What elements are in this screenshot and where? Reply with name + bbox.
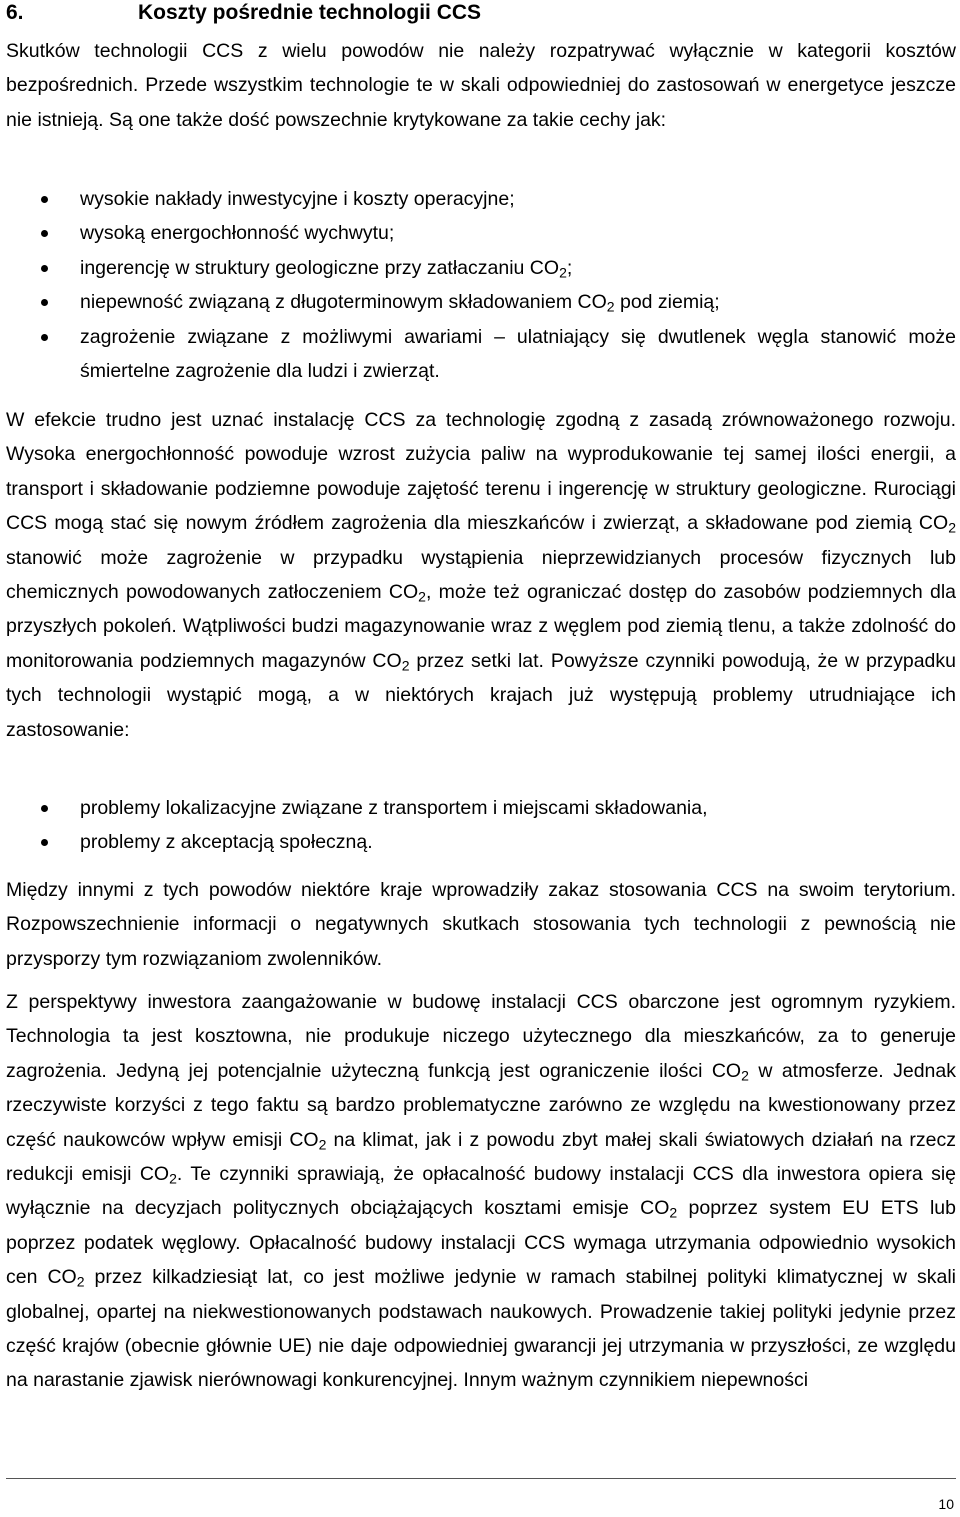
- list-item: wysokie nakłady inwestycyjne i koszty operacyjne;: [0, 182, 960, 216]
- problems-list: [0, 791, 960, 860]
- bullet-icon: [41, 839, 48, 846]
- bullet-icon: [41, 196, 48, 203]
- paragraph-investor: Z perspektywy inwestora zaangażowanie w budowę instalacji CCS obarczone jest ogromnym ryzykiem. Technologia ta jest kosztowna, nie produkuje niczego użytecznego dla mieszkańców, za to generuje zagrożenia. Jedyną jej potencjalnie użyteczną funkcją jest ograniczenie ilości $CO_2$ w atmosferze. Jednak rzeczywiste korzyści z tego faktu są bardzo problematyczne zarówno ze względu na kwestionowany przez część naukowców wpływ emisji $CO_2$ na klimat, jak i z powodu zbyt małej skali światowych działań na rzecz redukcji emisji $CO_2$. Te czynniki sprawiają, że opłacalność budowy instalacji CCS dla inwestora opiera się wyłącznie na decyzjach politycznych obciążających kosztami emisje $CO_2$ poprzez system EU ETS lub poprzez podatek węglowy. Opłacalność budowy instalacji CCS wymaga utrzymania odpowiednio wysokich cen $CO_2$ przez kilkadziesiąt lat, co jest możliwe jedynie w ramach stabilnej polityki klimatycznej w skali globalnej, opartej na niekwestionowanych podstawach naukowych. Prowadzenie takiej polityki jedynie przez część krajów (obecnie głównie UE) nie daje odpowiedniej gwarancji jej utrzymania w przyszłości, ze względu na narastanie zjawisk nierównowagi konkurencyjnej. Innym ważnym czynnikiem niepewności: [6, 991, 957, 1392]
- bullet-icon: [41, 265, 48, 272]
- footer-divider: [6, 1478, 956, 1479]
- list-item: problemy lokalizacyjne związane z transportem i miejscami składowania,: [0, 791, 960, 825]
- paragraph-effects: W efekcie trudno jest uznać instalację CCS za technologię zgodną z zasadą zrównoważonego rozwoju. Wysoka energochłonność powoduje wzrost zużycia paliw na wyprodukowanie tej samej ilości energii, a transport i składowanie podziemne powoduje zajętość terenu i ingerencję w struktury geologiczne. Rurociągi CCS mogą stać się nowym źródłem zagrożenia dla mieszkańców i zwierząt, a składowane pod ziemią $CO_2$ stanowić może zagrożenie w przypadku wystąpienia nieprzewidzianych procesów fizycznych lub chemicznych powodowanych zatłoczeniem $CO_2$, może też ograniczać dostęp do zasobów podziemnych dla przyszłych pokoleń. Wątpliwości budzi magazynowanie wraz z węglem pod ziemią tlenu, a także zdolność do monitorowania podziemnych magazynów $CO_2$ przez setki lat. Powyższe czynniki powodują, że w przypadku tych technologii wystąpić mogą, a w niektórych krajach już występują problemy utrudniające ich zastosowanie:: [6, 409, 957, 741]
- list-item: ingerencję w struktury geologiczne przy zatłaczaniu $CO_2$;: [0, 251, 960, 285]
- bullet-icon: [41, 805, 48, 812]
- intro-paragraph: Skutków technologii CCS z wielu powodów nie należy rozpatrywać wyłącznie w kategorii kosztów bezpośrednich. Przede wszystkim technologie te w skali odpowiedniej do zastosowań w energetyce jeszcze nie istnieją. Są one także dość powszechnie krytykowane za takie cechy jak:: [6, 40, 956, 131]
- list-item: niepewność związaną z długoterminowym składowaniem $CO_2$ pod ziemią;: [0, 285, 960, 319]
- bullet-icon: [41, 299, 48, 306]
- section-number: 6.: [6, 1, 24, 24]
- bullet-icon: [41, 230, 48, 237]
- bullet-icon: [41, 334, 48, 341]
- section-heading: [6, 0, 481, 26]
- section-title: Koszty pośrednie technologii CCS: [138, 1, 482, 24]
- paragraph-bans: Między innymi z tych powodów niektóre kraje wprowadziły zakaz stosowania CCS na swoim terytorium. Rozpowszechnienie informacji o negatywnych skutkach stosowania tych technologii z pewnością nie przysporzy tym rozwiązaniom zwolenników.: [6, 879, 956, 970]
- page-number: 10: [938, 1496, 954, 1512]
- list-item: wysoką energochłonność wychwytu;: [0, 216, 960, 250]
- list-item: problemy z akceptacją społeczną.: [0, 825, 960, 859]
- list-item: zagrożenie związane z możliwymi awariami – ulatniający się dwutlenek węgla stanowić może śmiertelne zagrożenie dla ludzi i zwierząt.: [0, 320, 960, 389]
- criticism-list: [0, 182, 960, 388]
